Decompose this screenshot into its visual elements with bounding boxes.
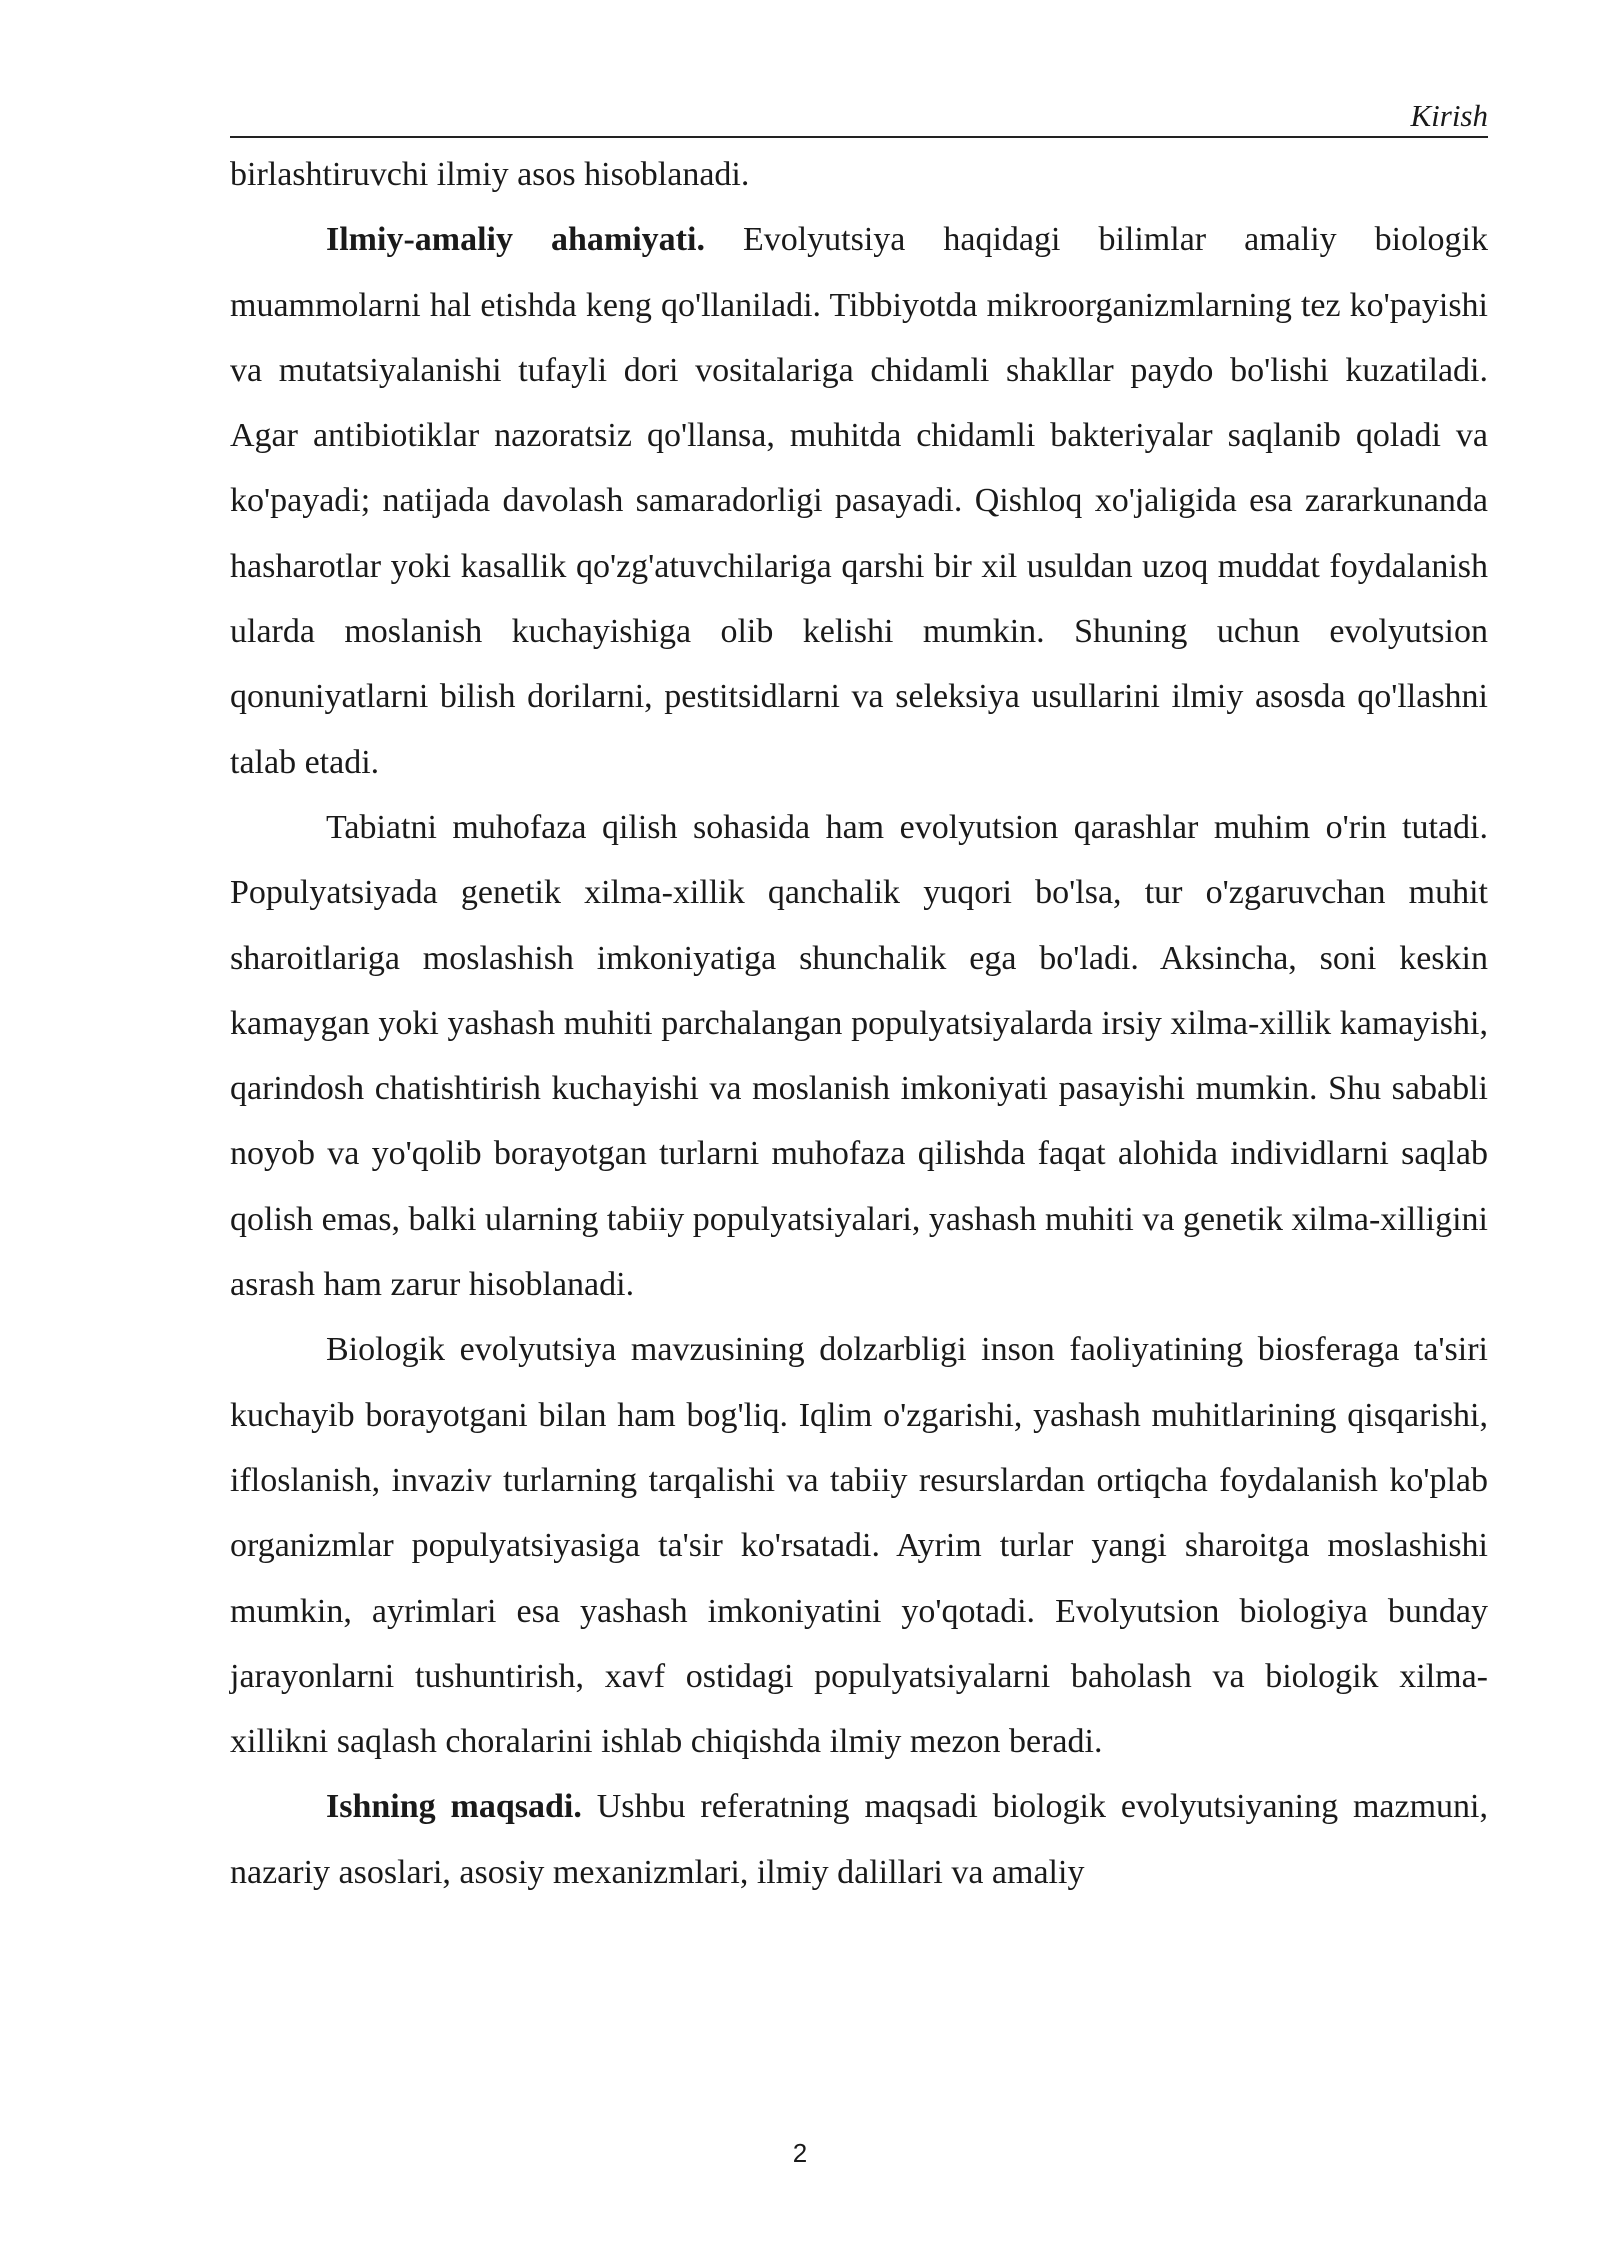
paragraph-text: Evolyutsiya haqidagi bilimlar amaliy biologik muammolarni hal etishda keng qo'llaniladi. Tibbiyotda mikroorganizmlarning tez ko'payishi va mutatsiyalanishi tufayli dori vositalariga chidamli shakllar paydo bo'lishi kuzatiladi. Agar antibiotiklar nazoratsiz qo'llansa, muhitda chidamli bakteriyalar saqlanib qoladi va ko'payadi; natijada davolash samaradorligi pasayadi. Qishloq xo'jaligida esa zararkunanda hasharotlar yoki kasallik qo'zg'atuvchilariga qarshi bir xil usuldan uzoq muddat foydalanish ularda moslanish kuchayishiga olib kelishi mumkin. Shuning uchun evolyutsion qonuniyatlarni bilish dorilarni, pestitsidlarni va seleksiya usullarini ilmiy asosda qo'llashni talab etadi.: [230, 221, 1488, 781]
page-number: 2: [792, 2138, 808, 2168]
paragraph-text: Biologik evolyutsiya mavzusining dolzarbligi inson faoliyatining biosferaga ta'siri kuchayib borayotgani bilan ham bog'liq. Iqlim o'zgarishi, yashash muhitlarining qisqarishi, ifloslanish, invaziv turlarning tarqalishi va tabiiy resurslardan ortiqcha foydalanish ko'plab organizmlar populyatsiyasiga ta'sir ko'rsatadi. Ayrim turlar yangi sharoitga moslashishi mumkin, ayrimlari esa yashash imkoniyatini yo'qotadi. Evolyutsion biologiya bunday jarayonlarni tushuntirish, xavf ostidagi populyatsiyalarni baholash va biologik xilma-xillikni saqlash choralarini ishlab chiqishda ilmiy mezon beradi.: [230, 1331, 1488, 1761]
header-title: Kirish: [1410, 98, 1488, 133]
running-header: [230, 96, 1488, 138]
paragraph-text: Tabiatni muhofaza qilish sohasida ham evolyutsion qarashlar muhim o'rin tutadi. Populyatsiyada genetik xilma-xillik qanchalik yuqori bo'lsa, tur o'zgaruvchan muhit sharoitlariga moslashish imkoniyatiga shunchalik ega bo'ladi. Aksincha, soni keskin kamaygan yoki yashash muhiti parchalangan populyatsiyalarda irsiy xilma-xillik kamayishi, qarindosh chatishtirish kuchayishi va moslanish imkoniyati pasayishi mumkin. Shu sababli noyob va yo'qolib borayotgan turlarni muhofaza qilishda faqat alohida individlarni saqlab qolish emas, balki ularning tabiiy populyatsiyalari, yashash muhiti va genetik xilma-xilligini asrash ham zarur hisoblanadi.: [230, 808, 1488, 1304]
paragraph-practical-significance: [230, 207, 1488, 795]
paragraph-relevance: [230, 1317, 1488, 1774]
paragraph-heading: Ilmiy-amaliy ahamiyati.: [326, 221, 705, 259]
paragraph-text: Ushbu referatning maqsadi biologik evolyutsiyaning mazmuni, nazariy asoslari, asosiy mexanizmlari, ilmiy dalillari va amaliy: [230, 1788, 1488, 1891]
paragraph-goal: [230, 1774, 1488, 1905]
paragraph-continuation: [230, 142, 1488, 207]
paragraph-heading: Ishning maqsadi.: [326, 1788, 582, 1826]
paragraph-text: birlashtiruvchi ilmiy asos hisoblanadi.: [230, 156, 750, 193]
body-text: [230, 142, 1488, 1905]
paragraph-nature-protection: [230, 795, 1488, 1317]
